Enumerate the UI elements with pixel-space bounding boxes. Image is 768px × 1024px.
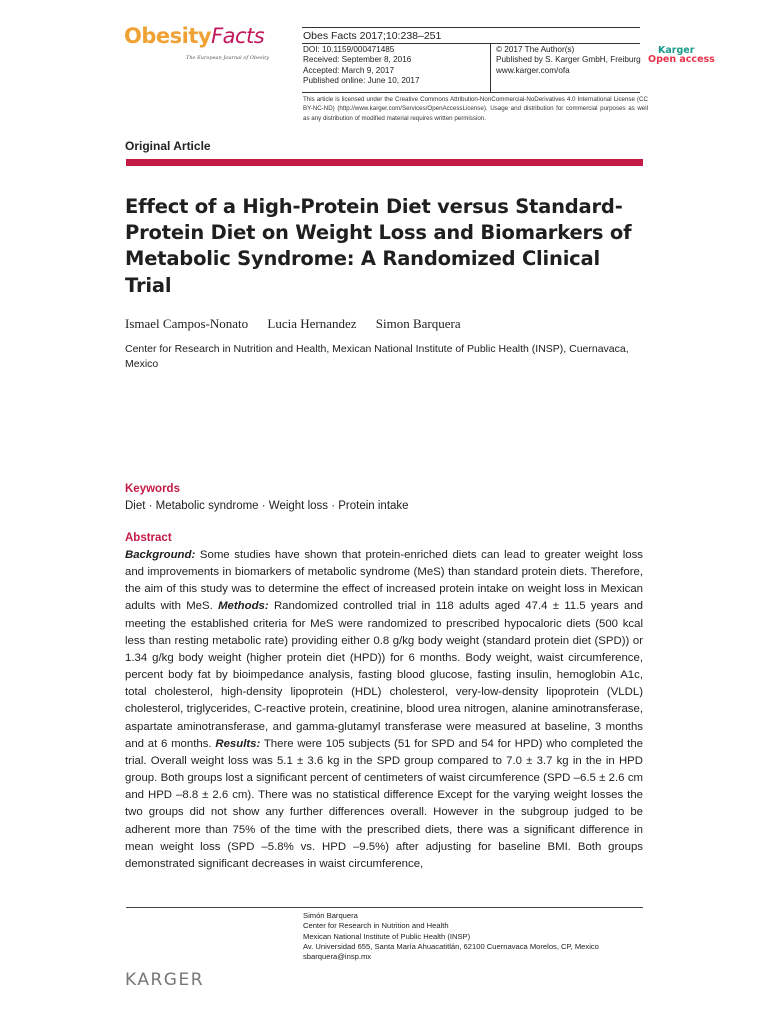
results-label: Results: (215, 737, 261, 750)
abstract-heading: Abstract (125, 532, 172, 544)
publisher-logo: KARGER (125, 970, 205, 990)
doi[interactable]: DOI: 10.1159/000471485 (303, 45, 395, 54)
correspondence-address: Av. Universidad 655, Santa María Ahuacatitlán, 62100 Cuernavaca Morelos, CP, Mexico (303, 941, 599, 951)
karger-open-access-logo (648, 46, 715, 64)
oa-badge-karger: Karger (658, 45, 695, 56)
header-column-divider (490, 43, 491, 92)
footer-rule (126, 907, 643, 908)
accent-divider (126, 159, 643, 166)
header-rule-middle (302, 43, 640, 44)
header-rule-top (302, 27, 640, 28)
correspondence-name: Simón Barquera (303, 911, 358, 920)
author-list (125, 316, 477, 332)
author: Lucia Hernandez (267, 316, 357, 331)
background-text: Some studies have shown that protein-enriched diets can lead to greater weight loss and improvements in biomarkers of metabolic syndrome (MeS) than standard protein diets. Therefore, the aim of this study was to determine the effect of increased protein intake on weight loss in Mexican adults with MeS. (125, 549, 643, 613)
accepted-date: Accepted: March 9, 2017 (303, 65, 395, 75)
affiliation: Center for Research in Nutrition and Health, Mexican National Institute of Public Health (INSP), Cuernavaca, Mexico (125, 343, 629, 370)
correspondence-line1: Center for Research in Nutrition and Health (303, 921, 449, 931)
oa-badge-open-access: Open access (648, 54, 715, 65)
article-type: Original Article (125, 139, 211, 153)
correspondence-block (303, 911, 599, 962)
methods-text: Randomized controlled trial in 118 adults aged 47.4 ± 11.5 years and meeting the established criteria for MeS were randomized to prescribed hypocaloric diets (500 kcal less than resting metabolic rate) providing either 0.8 g/kg body weight (standard protein diet (SPD)) or 1.34 g/kg body weight (higher protein diet (HPD)) for 6 months. Body weight, waist circumference, percent body fat by bioimpedance analysis, fasting blood glucose, fasting insulin, hemoglobin A1c, total cholesterol, high-density lipoprotein (HDL) cholesterol, very-low-density lipoprotein (VLDL) cholesterol, triglycerides, C-reactive protein, creatinine, blood urea nitrogen, alanine aminotransferase, aspartate aminotransferase, and gamma-glutamyl transferase were measured at baseline, 3 months and at 6 months. (125, 600, 643, 750)
received-date: Received: September 8, 2016 (303, 55, 412, 65)
journal-logo (124, 24, 264, 48)
methods-label: Methods: (218, 600, 269, 613)
article-title: Effect of a High-Protein Diet versus Standard-Protein Diet on Weight Loss and Biomarkers of Metabolic Syndrome: A Randomized Clinical Trial (125, 195, 632, 297)
logo-obesity: Obesity (124, 24, 212, 48)
publisher-line: Published by S. Karger GmbH, Freiburg (496, 55, 641, 65)
logo-facts: Facts (211, 24, 265, 48)
keywords-list: Diet · Metabolic syndrome · Weight loss · Protein intake (125, 500, 409, 512)
results-text: There were 105 subjects (51 for SPD and 54 for HPD) who completed the trial. Overall weight loss was 5.1 ± 3.6 kg in the SPD group compared to 7.0 ± 3.7 kg in the in HPD group. Both groups lost a significant percent of centimeters of waist circumference (SPD –6.5 ± 2.6 cm and HPD –8.8 ± 2.6 cm). There was no statistical difference Except for the varying weight losses the two groups did not show any further differences overall. However in the subgroup judged to be adherent more than 75% of the time with the prescribed diets, there was a significant difference in mean weight loss (SPD –5.8% vs. HPD –9.5%) after adjusting for baseline BMI. Both groups demonstrated significant decreases in waist circumference, (125, 737, 643, 870)
journal-tagline: The European Journal of Obesity (186, 55, 270, 61)
publisher-info (496, 45, 641, 76)
copyright: © 2017 The Author(s) (496, 45, 575, 54)
background-label: Background: (125, 549, 196, 561)
abstract-body (125, 547, 643, 873)
correspondence-line2: Mexican National Institute of Public Health (INSP) (303, 931, 471, 941)
article-dates (303, 45, 420, 87)
published-date: Published online: June 10, 2017 (303, 76, 420, 86)
author: Ismael Campos-Nonato (125, 316, 249, 331)
header-rule-bottom (302, 92, 640, 93)
keywords-heading: Keywords (125, 483, 180, 495)
correspondence-email[interactable]: sbarquera@insp.mx (303, 952, 372, 962)
author: Simon Barquera (375, 316, 461, 331)
citation: Obes Facts 2017;10:238–251 (303, 30, 442, 42)
journal-website-link[interactable]: www.karger.com/ofa (496, 65, 570, 75)
license-notice: This article is licensed under the Creative Commons Attribution-NonCommercial-NoDerivatives 4.0 International License (CC BY-NC-ND) (http://www.karger.com/Services/OpenAccessLicense). Usage and distribution for commercial purposes as well as any distribution of modified material requires written permission. (303, 96, 648, 122)
